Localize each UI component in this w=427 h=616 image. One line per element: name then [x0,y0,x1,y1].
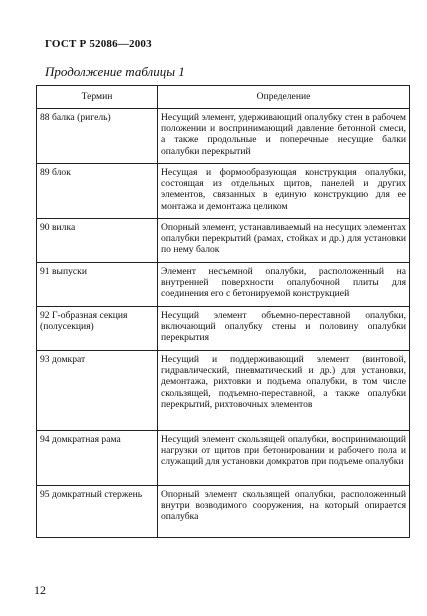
column-header-definition: Определение [158,86,410,109]
document-header: ГОСТ Р 52086—2003 [45,38,152,50]
definition-cell: Несущий элемент скользящей опалубки, воспринимающий нагрузки от щитов при бетонировании и рабочего пола и служащий для установки домкратов при подъеме опалубки [158,431,410,486]
table-row [37,486,410,538]
term-cell: 89 блок [37,164,158,219]
term-cell: 93 домкрат [37,351,158,431]
table-row [37,263,410,307]
definition-cell: Опорный элемент скользящей опалубки, расположенный внутри возводимого сооружения, на который опирается опалубка [158,486,410,538]
table-row [37,431,410,486]
definition-cell: Несущий элемент, удерживающий опалубку стен в рабочем положении и воспринимающий давление бетонной смеси, а также продольные и поперечные несущие балки опалубки перекрытий [158,109,410,164]
definition-cell: Элемент несъемной опалубки, расположенный на внутренней поверхности опалубочной плиты для соединения его с бетонируемой конструкцией [158,263,410,307]
page-number: 12 [34,583,46,597]
table-row [37,307,410,351]
table-row [37,351,410,431]
table-caption: Продолжение таблицы 1 [45,64,185,79]
column-header-term: Термин [37,86,158,109]
table-row [37,164,410,219]
term-cell: 91 выпуски [37,263,158,307]
table-header-row [37,86,410,109]
definition-cell: Несущий элемент объемно-переставной опалубки, включающий опалубку стены и половину опалубки перекрытия [158,307,410,351]
table-row [37,219,410,263]
definition-cell: Несущая и формообразующая конструкция опалубки, состоящая из отдельных щитов, панелей и других элементов, связанных в единую конструкцию для ее монтажа и демонтажа целиком [158,164,410,219]
term-cell: 88 балка (ригель) [37,109,158,164]
table-row [37,109,410,164]
term-cell: 95 домкратный стержень [37,486,158,538]
terms-table [36,85,410,538]
term-cell: 94 домкратная рама [37,431,158,486]
definition-cell: Опорный элемент, устанавливаемый на несущих элементах опалубки перекрытий (рамах, стойках и др.) для установки по нему балок [158,219,410,263]
definition-cell: Несущий и поддерживающий элемент (винтовой, гидравлический, пневматический и др.) для установки, демонтажа, рихтовки и подъема опалубки, в том числе скользящей, подъемно-переставной, а также опалубки перекрытий, рихтовочных элементов [158,351,410,431]
term-cell: 90 вилка [37,219,158,263]
term-cell: 92 Г-образная секция (полусекция) [37,307,158,351]
